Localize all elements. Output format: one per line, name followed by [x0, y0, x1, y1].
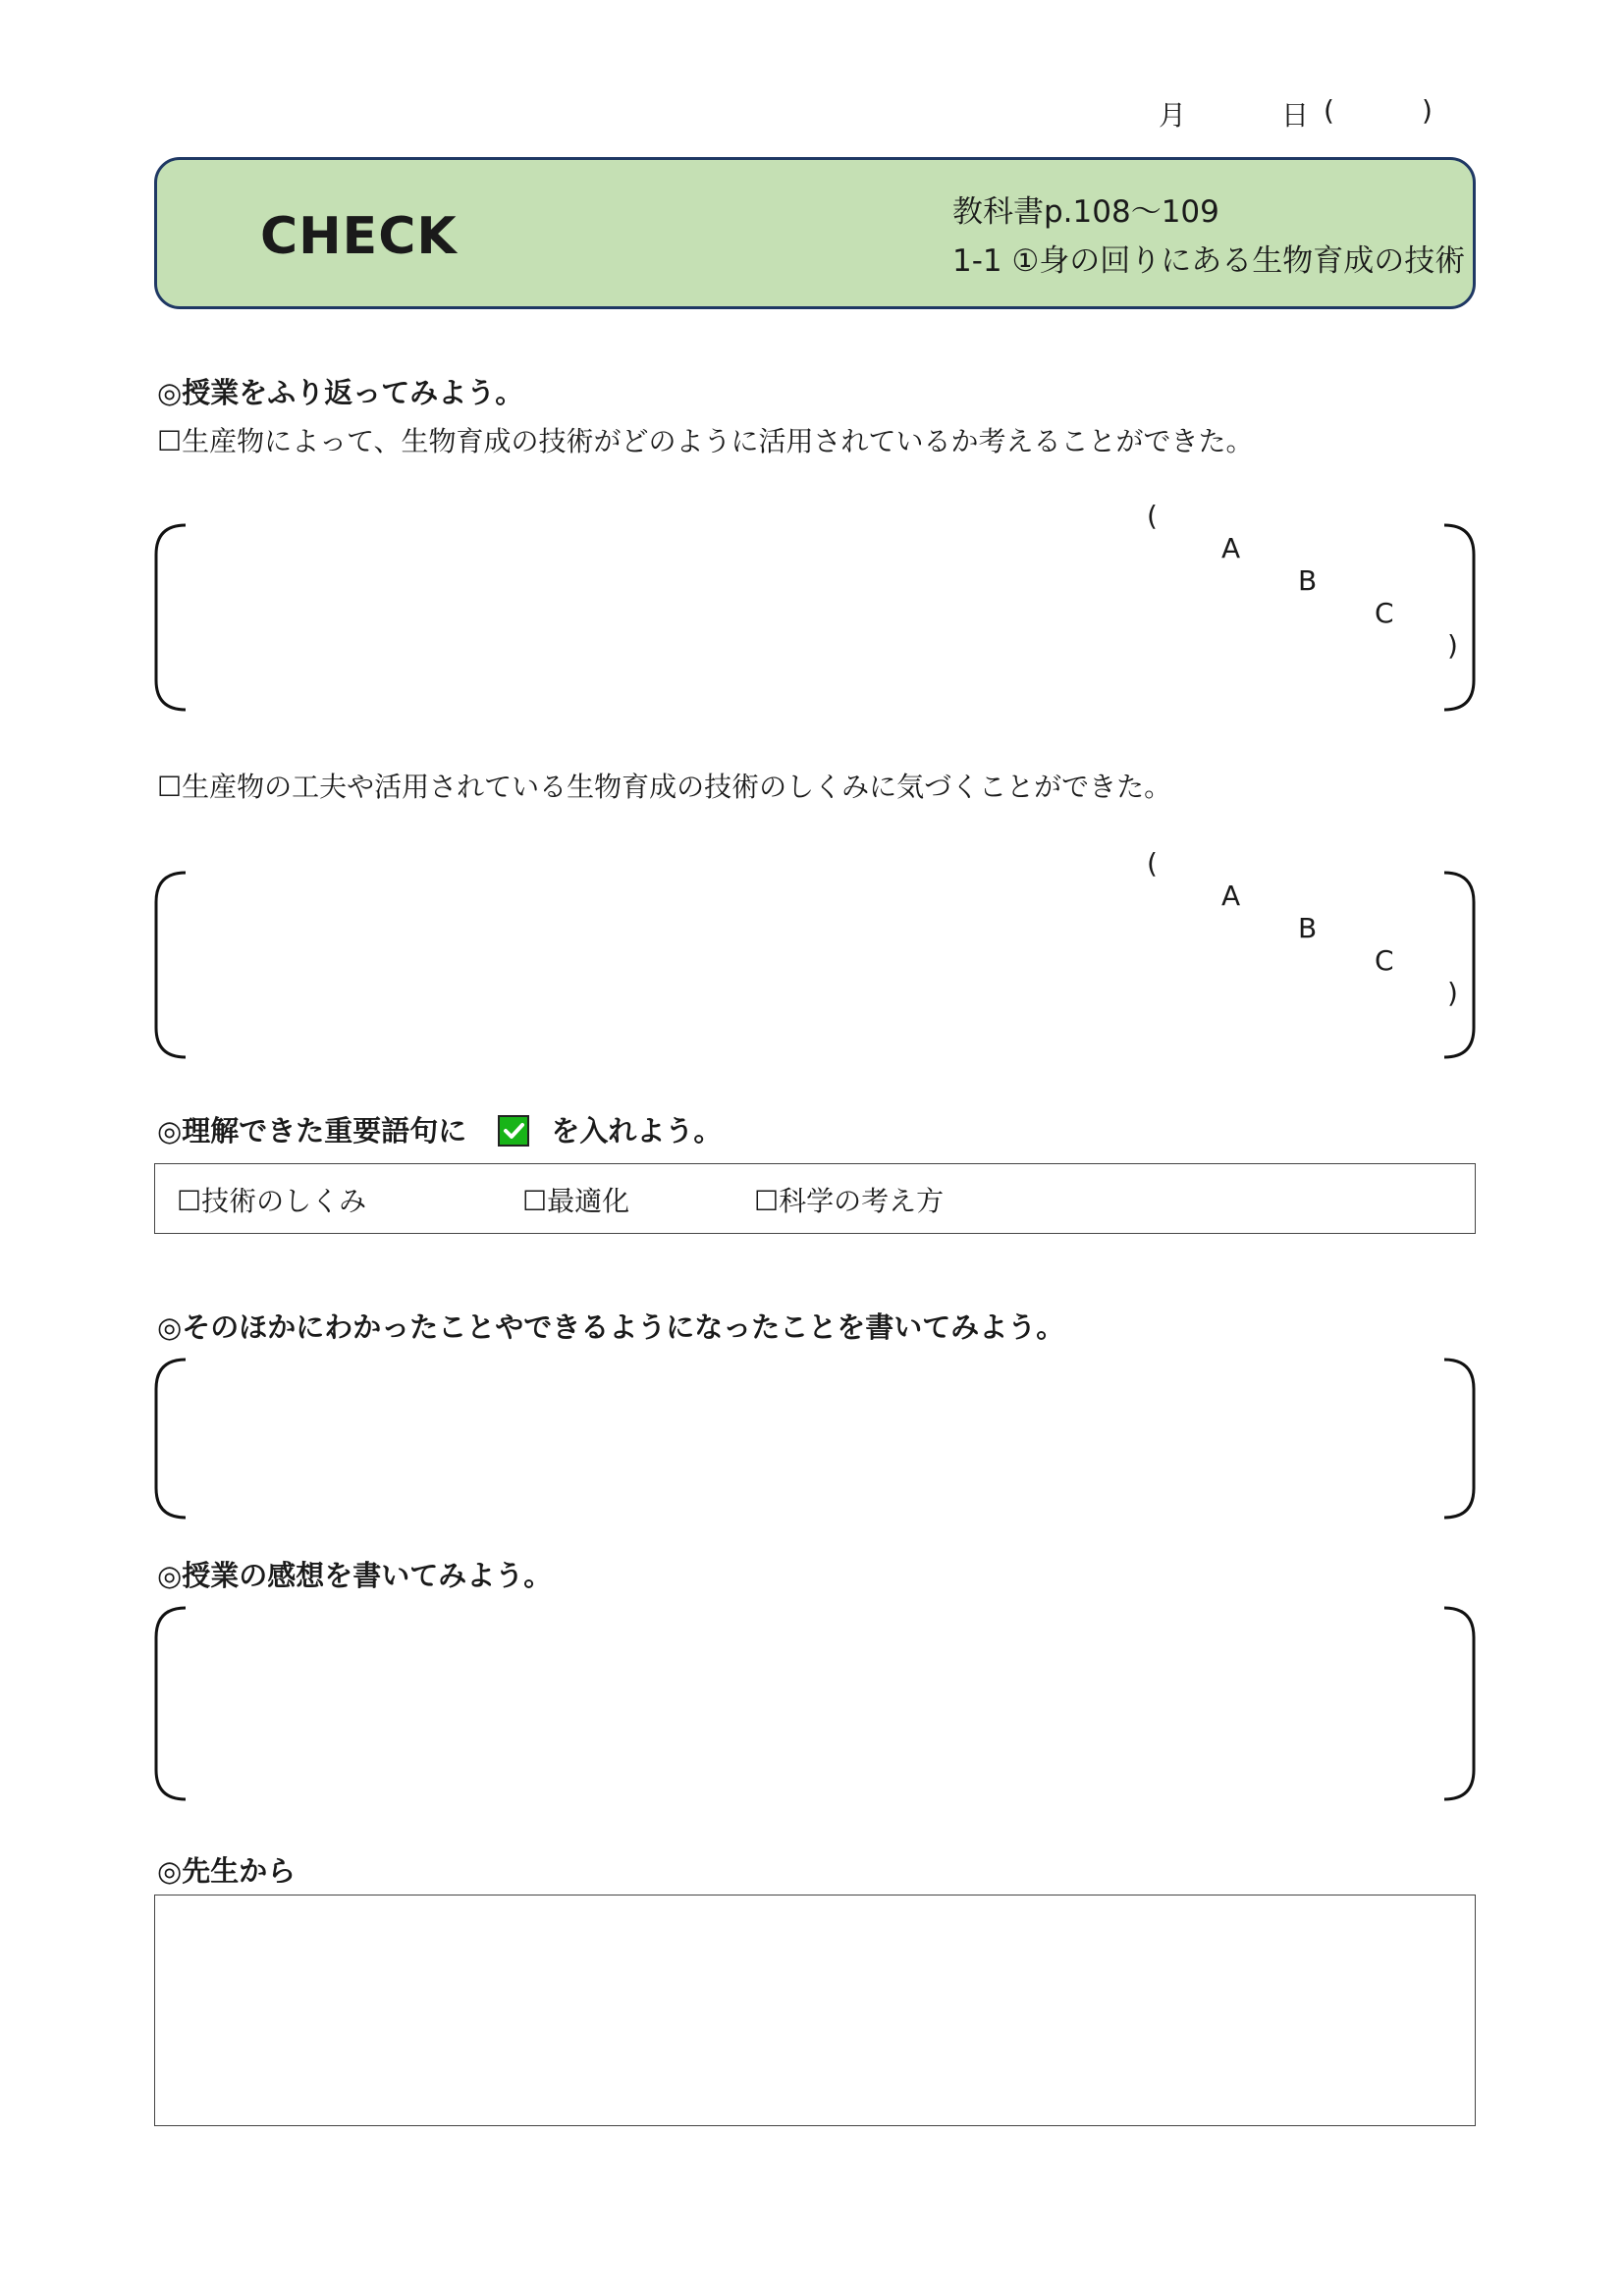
header-box — [154, 157, 1476, 309]
checkmark-icon — [498, 1115, 529, 1147]
term-checkbox-2[interactable]: ☐最適化 — [522, 1185, 630, 1217]
terms-box — [154, 1163, 1476, 1234]
terms-title-after: を入れよう。 — [551, 1114, 723, 1148]
terms-title-before: ◎理解できた重要語句に — [157, 1114, 467, 1148]
rating-1-a[interactable]: A — [1221, 532, 1241, 564]
teacher-title: ◎先生から — [157, 1854, 297, 1888]
teacher-comment-box[interactable] — [154, 1895, 1476, 2126]
impressions-title: ◎授業の感想を書いてみよう。 — [157, 1559, 553, 1592]
rating-2-close: ) — [1447, 977, 1458, 1009]
rating-1-open: ( — [1147, 500, 1158, 532]
reflection-item-2: ☐生産物の工夫や活用されている生物育成の技術のしくみに気づくことができた。 — [157, 771, 1172, 803]
rating-2-open: ( — [1147, 847, 1158, 880]
reflection-item-1: ☐生産物によって、生物育成の技術がどのように活用されているか考えることができた。 — [157, 425, 1254, 457]
rating-1-b[interactable]: B — [1298, 564, 1318, 597]
other-title: ◎そのほかにわかったことやできるようになったことを書いてみよう。 — [157, 1310, 1065, 1344]
terms-title — [157, 1109, 722, 1149]
answer-area-1[interactable] — [154, 523, 1476, 712]
bracket-frame-3 — [154, 1358, 1476, 1520]
rating-2-b[interactable]: B — [1298, 912, 1318, 944]
weekday-open: ( — [1324, 94, 1334, 127]
rating-2-c[interactable]: C — [1375, 944, 1394, 977]
month-label: 月 — [1159, 99, 1187, 132]
bracket-frame-2 — [154, 871, 1476, 1059]
rating-1-close: ) — [1447, 629, 1458, 662]
header-title: CHECK — [260, 207, 458, 266]
day-label: 日 — [1281, 99, 1310, 132]
weekday-close: ) — [1422, 94, 1433, 127]
header-reference — [952, 187, 1465, 286]
lesson-title: 1-1 ①身の回りにある生物育成の技術 — [952, 243, 1466, 279]
date-line — [1159, 94, 1483, 133]
rating-2-a[interactable]: A — [1221, 880, 1241, 912]
term-checkbox-1[interactable]: ☐技術のしくみ — [177, 1185, 367, 1217]
impressions-answer-area[interactable] — [154, 1606, 1476, 1801]
bracket-frame-1 — [154, 523, 1476, 712]
textbook-ref: 教科書p.108～109 — [952, 194, 1219, 230]
other-answer-area[interactable] — [154, 1358, 1476, 1520]
answer-area-2[interactable] — [154, 871, 1476, 1059]
bracket-frame-4 — [154, 1606, 1476, 1801]
term-checkbox-3[interactable]: ☐科学の考え方 — [754, 1185, 945, 1217]
reflection-title: ◎授業をふり返ってみよう。 — [157, 376, 524, 409]
rating-1-c[interactable]: C — [1375, 597, 1394, 629]
